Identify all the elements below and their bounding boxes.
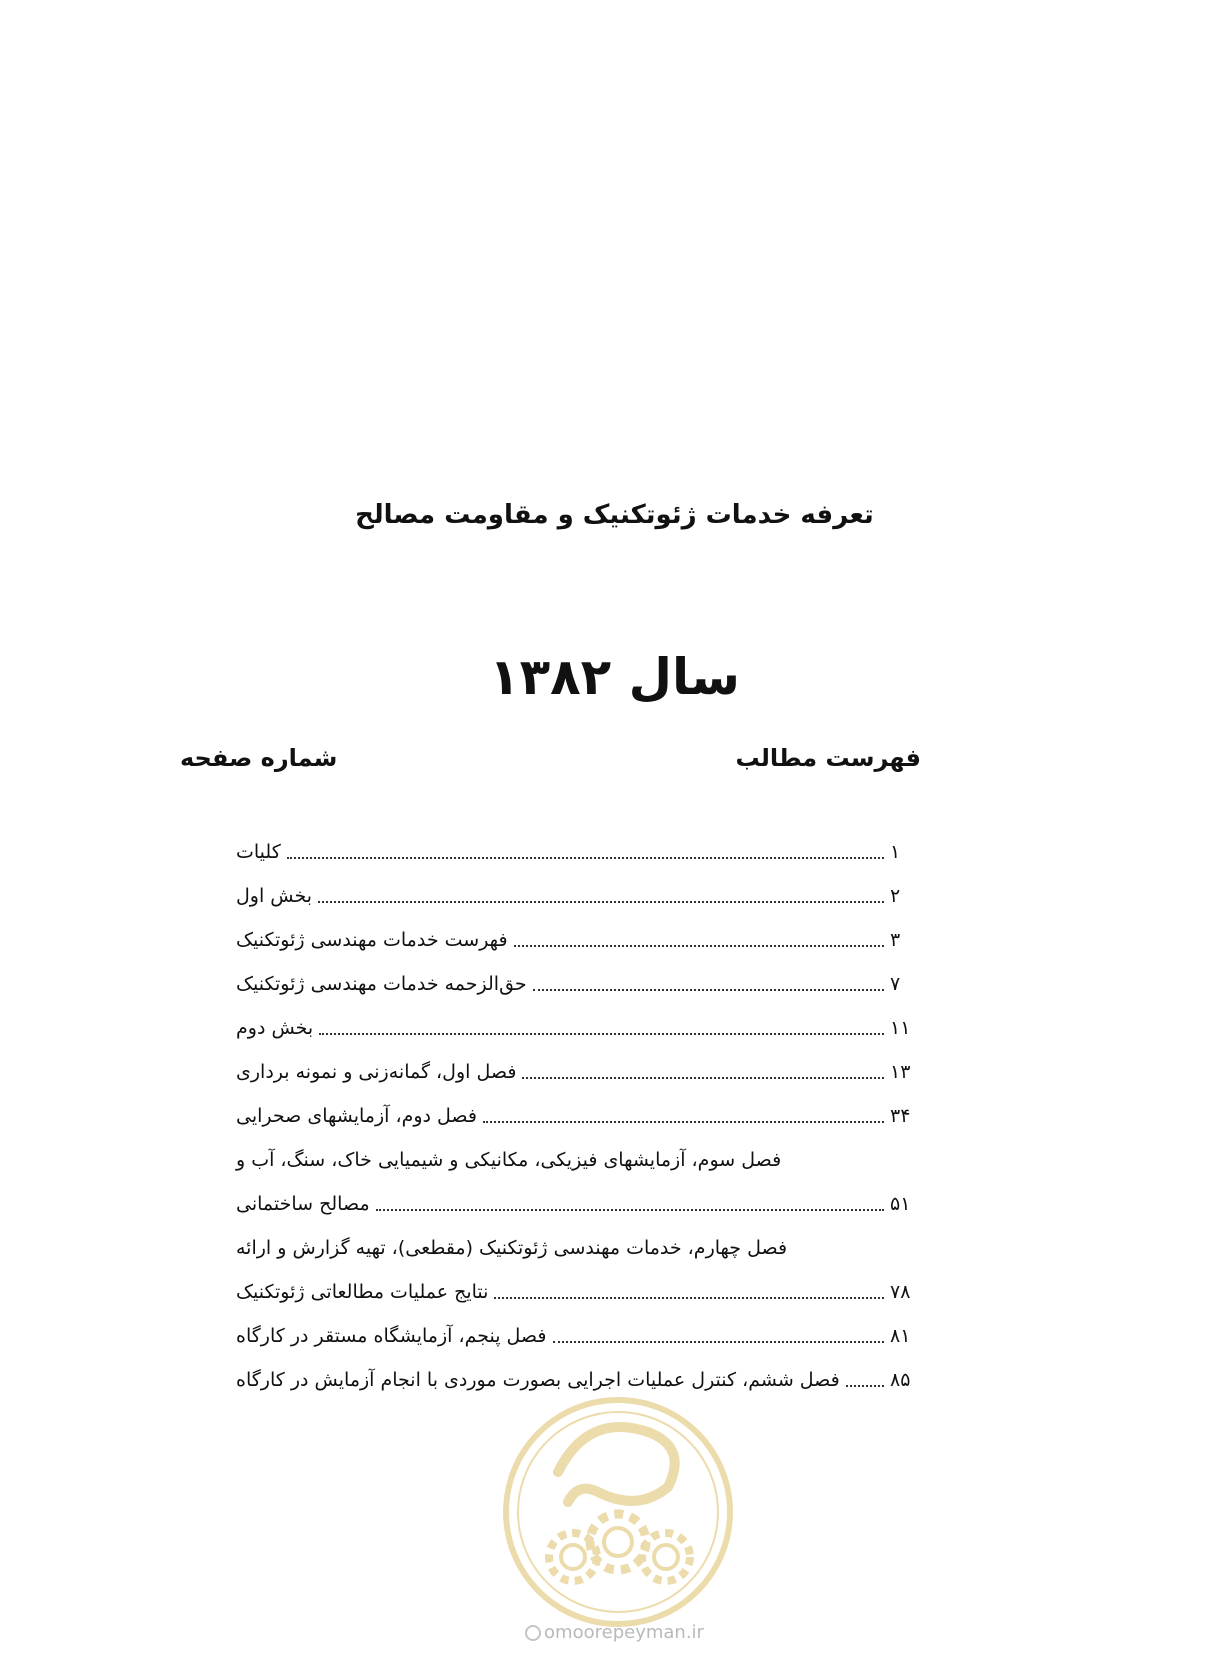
watermark-seal-icon	[498, 1392, 738, 1632]
watermark-url-text: omoorepeyman.ir	[544, 1622, 704, 1643]
document-year: سال ۱۳۸۲	[489, 648, 740, 706]
dot-leader	[376, 1209, 884, 1211]
toc-entry-text: فصل ششم، کنترل عملیات اجرایی بصورت موردی با انجام آزمایش در کارگاه	[236, 1369, 840, 1391]
toc-entry-text: مصالح ساختمانی	[236, 1193, 370, 1215]
gear-icon	[642, 1533, 690, 1581]
toc-heading: فهرست مطالب	[735, 744, 921, 772]
dot-leader	[318, 901, 884, 903]
toc-entry-page: ۱۱	[890, 1017, 911, 1039]
toc-entry-services-list	[236, 918, 918, 962]
toc-entry-page: ۸۱	[890, 1325, 911, 1347]
gear-icon	[549, 1533, 597, 1581]
at-sign-icon	[525, 1625, 541, 1641]
toc-entry-text: فصل سوم، آزمایشهای فیزیکی، مکانیکی و شیمیایی خاک، سنگ، آب و	[236, 1149, 782, 1171]
dot-leader	[287, 857, 884, 859]
toc-entry-part-one	[236, 874, 918, 918]
toc-entry-text: فهرست خدمات مهندسی ژئوتکنیک	[236, 929, 508, 951]
toc-entry-text: حق‌الزحمه خدمات مهندسی ژئوتکنیک	[236, 973, 527, 995]
toc-entry-page: ۳۴	[890, 1105, 911, 1127]
dot-leader	[846, 1385, 884, 1387]
dot-leader	[553, 1341, 885, 1343]
toc-entry-fees	[236, 962, 918, 1006]
dot-leader	[533, 989, 884, 991]
toc-entry-text: فصل پنجم، آزمایشگاه مستقر در کارگاه	[236, 1325, 547, 1347]
toc-entry-chapter-three-line-two	[236, 1182, 918, 1226]
toc-entry-page: ۳	[890, 929, 901, 951]
toc-entry-general	[236, 830, 918, 874]
page-number-column-heading: شماره صفحه	[180, 744, 338, 772]
toc-entry-text: فصل چهارم، خدمات مهندسی ژئوتکنیک (مقطعی)، تهیه گزارش و ارائه	[236, 1237, 788, 1259]
toc-entry-text: بخش دوم	[236, 1017, 314, 1039]
toc-entry-page: ۲	[890, 885, 901, 907]
toc-entry-text: بخش اول	[236, 885, 313, 907]
gear-icon	[590, 1514, 646, 1570]
toc-entry-page: ۷۸	[890, 1281, 911, 1303]
toc-entry-page: ۷	[890, 973, 901, 995]
toc-entry-chapter-one	[236, 1050, 918, 1094]
document-title: تعرفه خدمات ژئوتکنیک و مقاومت مصالح	[355, 500, 874, 530]
seal-lettering-stroke	[558, 1427, 675, 1502]
toc-entry-chapter-two	[236, 1094, 918, 1138]
toc-entry-page: ۱	[890, 841, 901, 863]
toc-entry-text: کلیات	[236, 841, 281, 863]
toc-entry-part-two	[236, 1006, 918, 1050]
toc-entry-text: نتایج عملیات مطالعاتی ژئوتکنیک	[236, 1281, 489, 1303]
dot-leader	[483, 1121, 884, 1123]
toc-entry-text: فصل دوم، آزمایشهای صحرایی	[236, 1105, 477, 1127]
toc-entry-text: فصل اول، گمانه‌زنی و نمونه برداری	[236, 1061, 517, 1083]
dot-leader	[494, 1297, 884, 1299]
toc-entry-page: ۱۳	[890, 1061, 911, 1083]
toc-entry-chapter-four-line-one	[236, 1226, 918, 1270]
dot-leader	[514, 945, 884, 947]
toc-entry-chapter-five	[236, 1314, 918, 1358]
toc-entry-page: ۸۵	[890, 1369, 911, 1391]
toc-entry-chapter-four-line-two	[236, 1270, 918, 1314]
dot-leader	[319, 1033, 884, 1035]
toc-entry-page: ۵۱	[890, 1193, 911, 1215]
dot-leader	[522, 1077, 884, 1079]
toc-entry-chapter-three-line-one	[236, 1138, 918, 1182]
table-of-contents	[236, 830, 918, 1402]
watermark-url	[0, 1622, 1229, 1643]
